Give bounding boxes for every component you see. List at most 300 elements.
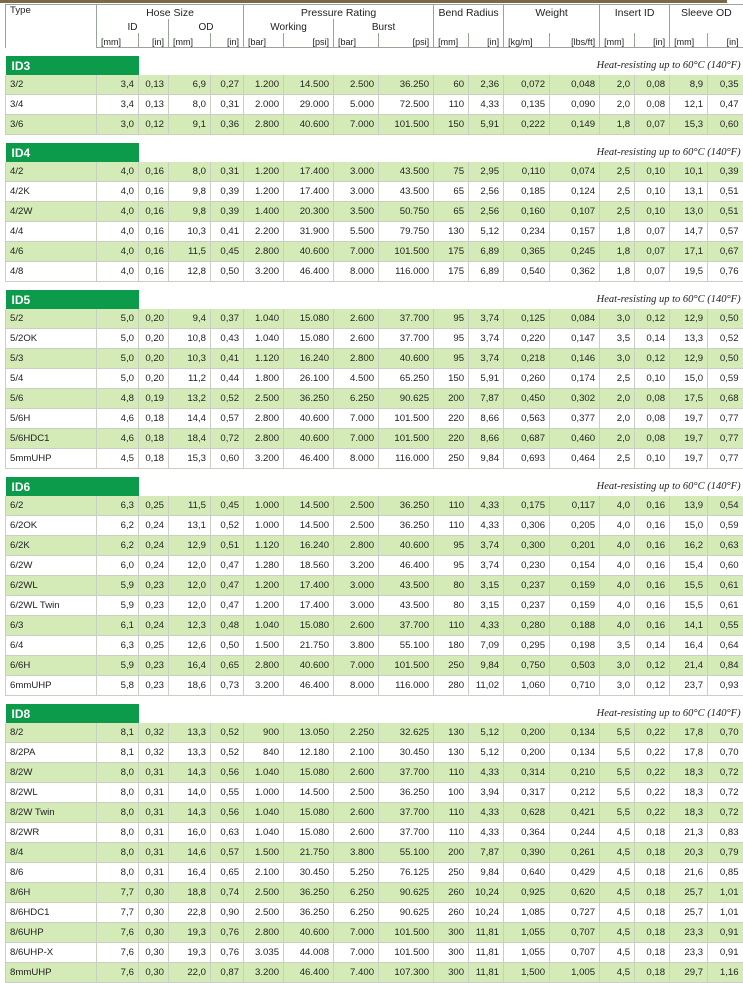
table-cell: 0,20 [139,349,169,369]
table-cell: 0,50 [211,636,244,656]
table-cell: 0,124 [550,182,600,202]
table-cell: 1,01 [708,903,743,923]
table-cell: 95 [434,556,469,576]
group-spacer [6,48,743,57]
table-cell: 16.240 [284,536,334,556]
table-row [6,429,743,449]
table-cell: 0,450 [504,389,550,409]
table-row [6,75,743,95]
table-cell: 0,52 [211,723,244,743]
table-cell: 3.000 [334,576,379,596]
table-cell: 6,3 [97,636,139,656]
table-cell: 4,0 [600,616,635,636]
table-cell: 1.200 [244,182,284,202]
table-cell: 9,4 [169,309,211,329]
table-cell: 4,5 [97,449,139,469]
table-cell: 0,77 [708,449,743,469]
table-cell: 0,218 [504,349,550,369]
table-cell: 12,8 [169,262,211,282]
cell-type: 8/6UHP-X [6,943,97,963]
table-cell: 2.100 [334,743,379,763]
table-cell: 55.100 [379,636,434,656]
group-heat-note: Heat-resisting up to 60°C (140°F) [596,481,741,492]
table-cell: 0,048 [550,75,600,95]
table-row [6,763,743,783]
group-spacer [6,135,743,144]
table-cell: 0,30 [139,963,169,983]
table-cell: 15,0 [670,516,708,536]
table-cell: 0,07 [635,115,670,135]
table-cell: 0,50 [708,309,743,329]
table-cell: 0,317 [504,783,550,803]
group-label: ID3 [6,56,139,75]
table-cell: 0,12 [635,676,670,696]
table-cell: 12,9 [670,309,708,329]
table-cell: 18,6 [169,676,211,696]
table-cell: 12,0 [169,596,211,616]
table-cell: 10,1 [670,162,708,182]
table-cell: 5.250 [334,863,379,883]
table-cell: 0,23 [139,596,169,616]
col-header-weight: Weight [504,5,600,20]
table-cell: 4,0 [600,576,635,596]
table-cell: 0,135 [504,95,550,115]
table-cell: 200 [434,843,469,863]
group-header-row [6,290,743,309]
table-cell: 5,5 [600,763,635,783]
table-cell: 0,12 [635,309,670,329]
cell-type: 8/6UHP [6,923,97,943]
table-cell: 0,10 [635,369,670,389]
table-cell: 4,0 [97,162,139,182]
table-cell: 0,32 [139,723,169,743]
table-cell: 0,30 [139,883,169,903]
table-cell: 6.250 [334,883,379,903]
table-cell: 0,464 [550,449,600,469]
table-row [6,556,743,576]
table-cell: 65 [434,182,469,202]
table-cell: 0,146 [550,349,600,369]
table-cell: 15.080 [284,329,334,349]
table-cell: 4,0 [600,556,635,576]
table-cell: 14,6 [169,843,211,863]
table-cell: 0,52 [211,516,244,536]
table-cell: 37.700 [379,763,434,783]
table-cell: 1,16 [708,963,743,983]
cell-type: 6/4 [6,636,97,656]
table-cell: 7,87 [469,389,504,409]
table-row [6,516,743,536]
table-cell: 2.500 [334,496,379,516]
table-cell: 0,72 [708,783,743,803]
table-cell: 21,6 [670,863,708,883]
table-cell: 0,222 [504,115,550,135]
table-cell: 2.800 [244,923,284,943]
table-cell: 6.250 [334,389,379,409]
table-cell: 4,5 [600,903,635,923]
table-cell: 110 [434,616,469,636]
table-cell: 1.200 [244,576,284,596]
cell-type: 6/2WL [6,576,97,596]
group-header-row [6,477,743,496]
table-cell: 300 [434,923,469,943]
table-cell: 36.250 [284,389,334,409]
table-cell: 0,377 [550,409,600,429]
table-cell: 0,47 [211,596,244,616]
unit-od-mm: [mm] [169,33,211,48]
table-cell: 0,200 [504,743,550,763]
table-cell: 11,81 [469,943,504,963]
table-cell: 0,07 [635,242,670,262]
table-row [6,636,743,656]
table-cell: 0,76 [211,923,244,943]
table-cell: 13,2 [169,389,211,409]
table-cell: 0,55 [211,783,244,803]
table-cell: 90.625 [379,883,434,903]
table-cell: 4.500 [334,369,379,389]
table-cell: 15,4 [670,556,708,576]
table-cell: 14,3 [169,803,211,823]
table-cell: 16,4 [169,863,211,883]
table-cell: 8,0 [97,843,139,863]
table-cell: 0,55 [708,616,743,636]
table-cell: 0,31 [211,95,244,115]
sub-header-od: OD [169,19,244,33]
table-cell: 1.400 [244,202,284,222]
table-cell: 15.080 [284,763,334,783]
table-cell: 3,0 [97,115,139,135]
table-cell: 14.500 [284,516,334,536]
table-cell: 6,0 [97,556,139,576]
table-cell: 11,5 [169,496,211,516]
table-cell: 0,16 [635,556,670,576]
table-cell: 2.600 [334,329,379,349]
table-cell: 29.000 [284,95,334,115]
table-cell: 3,74 [469,349,504,369]
cell-type: 5/6H [6,409,97,429]
table-cell: 3.000 [334,182,379,202]
table-cell: 40.600 [284,656,334,676]
table-cell: 0,76 [211,943,244,963]
table-cell: 1,01 [708,883,743,903]
table-cell: 10,8 [169,329,211,349]
table-cell: 0,07 [635,262,670,282]
table-cell: 0,51 [708,182,743,202]
header-row-titles [6,5,743,20]
table-cell: 0,117 [550,496,600,516]
table-cell: 0,16 [635,576,670,596]
table-cell: 4,33 [469,516,504,536]
table-cell: 0,237 [504,596,550,616]
table-cell: 21,3 [670,823,708,843]
table-cell: 6,1 [97,616,139,636]
table-cell: 0,16 [139,222,169,242]
table-cell: 0,18 [635,943,670,963]
table-cell: 3,5 [600,636,635,656]
table-cell: 10,3 [169,349,211,369]
table-cell: 14,0 [169,783,211,803]
table-cell: 0,31 [211,162,244,182]
table-cell: 2.800 [334,349,379,369]
table-cell: 0,693 [504,449,550,469]
unit-bend-mm: [mm] [434,33,469,48]
table-cell: 6.250 [334,903,379,923]
table-cell: 4,6 [97,409,139,429]
cell-type: 4/4 [6,222,97,242]
table-cell: 19,7 [670,449,708,469]
cell-type: 6/2OK [6,516,97,536]
table-cell: 17.400 [284,596,334,616]
cell-type: 4/2W [6,202,97,222]
table-cell: 95 [434,309,469,329]
table-cell: 18,3 [670,803,708,823]
table-cell: 0,08 [635,95,670,115]
table-cell: 0,563 [504,409,550,429]
table-cell: 0,59 [708,516,743,536]
table-cell: 2.500 [244,389,284,409]
table-cell: 0,16 [635,616,670,636]
table-cell: 12,6 [169,636,211,656]
table-cell: 0,25 [139,636,169,656]
table-cell: 37.700 [379,309,434,329]
sub-header-burst: Burst [334,19,434,33]
table-cell: 40.600 [379,536,434,556]
table-row [6,783,743,803]
table-cell: 0,18 [635,843,670,863]
table-cell: 0,365 [504,242,550,262]
table-cell: 15,3 [169,449,211,469]
table-cell: 0,364 [504,823,550,843]
table-cell: 20.300 [284,202,334,222]
table-cell: 3,94 [469,783,504,803]
table-row [6,309,743,329]
table-cell: 8.000 [334,449,379,469]
table-cell: 116.000 [379,449,434,469]
table-cell: 0,65 [211,863,244,883]
table-cell: 95 [434,536,469,556]
table-cell: 0,18 [139,409,169,429]
table-cell: 19,7 [670,409,708,429]
table-cell: 200 [434,389,469,409]
table-cell: 3.200 [244,676,284,696]
group-heat-note: Heat-resisting up to 60°C (140°F) [596,147,741,158]
table-cell: 220 [434,429,469,449]
table-row [6,349,743,369]
table-cell: 0,08 [635,429,670,449]
table-cell: 0,37 [211,309,244,329]
table-cell: 3,74 [469,309,504,329]
table-cell: 0,362 [550,262,600,282]
group-heat-note: Heat-resisting up to 60°C (140°F) [596,708,741,719]
table-cell: 0,210 [550,763,600,783]
group-header-row [6,143,743,162]
table-cell: 0,41 [211,349,244,369]
table-cell: 2.500 [334,516,379,536]
table-cell: 7.000 [334,115,379,135]
table-cell: 17.400 [284,182,334,202]
table-cell: 8,0 [97,863,139,883]
table-cell: 7,7 [97,903,139,923]
table-cell: 0,51 [211,536,244,556]
table-cell: 3,4 [97,75,139,95]
table-cell: 0,70 [708,723,743,743]
table-cell: 0,16 [139,242,169,262]
table-cell: 1,085 [504,903,550,923]
table-cell: 79.750 [379,222,434,242]
table-row [6,723,743,743]
table-cell: 13,3 [670,329,708,349]
table-cell: 0,640 [504,863,550,883]
table-cell: 3,0 [600,309,635,329]
table-cell: 8,9 [670,75,708,95]
table-cell: 15.080 [284,803,334,823]
table-cell: 12,9 [169,536,211,556]
cell-type: 8mmUHP [6,963,97,983]
table-row [6,596,743,616]
table-cell: 4,0 [600,516,635,536]
table-cell: 5,5 [600,743,635,763]
table-cell: 4,5 [600,943,635,963]
table-cell: 7.400 [334,963,379,983]
table-cell: 2,5 [600,369,635,389]
table-cell: 2,56 [469,202,504,222]
cell-type: 6/2W [6,556,97,576]
table-cell: 4,0 [600,496,635,516]
table-cell: 46.400 [379,556,434,576]
table-cell: 0,13 [139,75,169,95]
table-cell: 13.050 [284,723,334,743]
table-cell: 130 [434,723,469,743]
table-cell: 60 [434,75,469,95]
table-cell: 0,280 [504,616,550,636]
table-cell: 36.250 [284,903,334,923]
cell-type: 5/2OK [6,329,97,349]
table-cell: 0,157 [550,222,600,242]
table-cell: 17,8 [670,743,708,763]
table-cell: 17.400 [284,576,334,596]
cell-type: 8/2WL [6,783,97,803]
table-row [6,369,743,389]
table-cell: 0,63 [708,536,743,556]
table-cell: 8,1 [97,723,139,743]
table-row [6,536,743,556]
table-cell: 11,81 [469,963,504,983]
table-cell: 0,50 [708,349,743,369]
table-cell: 1,005 [550,963,600,983]
cell-type: 8/2 [6,723,97,743]
table-cell: 1,8 [600,242,635,262]
table-cell: 0,300 [504,536,550,556]
table-cell: 14.500 [284,75,334,95]
table-cell: 2.600 [334,616,379,636]
table-cell: 1.040 [244,309,284,329]
table-row [6,262,743,282]
table-cell: 1.280 [244,556,284,576]
table-row [6,743,743,763]
table-cell: 8,0 [169,162,211,182]
table-cell: 0,18 [635,863,670,883]
table-cell: 4,5 [600,823,635,843]
table-cell: 0,25 [139,496,169,516]
table-cell: 40.600 [284,429,334,449]
table-cell: 36.250 [284,883,334,903]
table-cell: 0,77 [708,409,743,429]
table-cell: 5,8 [97,676,139,696]
table-cell: 0,14 [635,329,670,349]
table-cell: 0,10 [635,162,670,182]
table-cell: 110 [434,823,469,843]
cell-type: 5/6HDC1 [6,429,97,449]
table-row [6,616,743,636]
table-cell: 0,750 [504,656,550,676]
table-cell: 5,91 [469,115,504,135]
table-cell: 2,0 [600,389,635,409]
table-cell: 116.000 [379,262,434,282]
table-cell: 107.300 [379,963,434,983]
table-cell: 0,76 [708,262,743,282]
table-cell: 2.800 [334,536,379,556]
table-cell: 2.600 [334,309,379,329]
table-cell: 0,47 [211,556,244,576]
table-cell: 0,73 [211,676,244,696]
table-cell: 0,302 [550,389,600,409]
table-cell: 2.200 [244,222,284,242]
table-row [6,222,743,242]
table-cell: 46.400 [284,449,334,469]
table-cell: 18.560 [284,556,334,576]
table-cell: 0,93 [708,676,743,696]
table-cell: 150 [434,369,469,389]
table-cell: 0,200 [504,723,550,743]
cell-type: 5/4 [6,369,97,389]
table-cell: 15.080 [284,616,334,636]
table-cell: 0,51 [708,202,743,222]
col-header-type: Type [6,5,97,48]
table-cell: 0,185 [504,182,550,202]
table-cell: 0,107 [550,202,600,222]
cell-type: 3/2 [6,75,97,95]
table-cell: 0,12 [635,656,670,676]
table-cell: 15,5 [670,576,708,596]
table-cell: 3,0 [600,656,635,676]
table-cell: 0,87 [211,963,244,983]
table-cell: 2.500 [334,75,379,95]
table-cell: 37.700 [379,616,434,636]
table-cell: 15.080 [284,823,334,843]
table-row [6,162,743,182]
table-cell: 12,0 [169,556,211,576]
table-cell: 3,5 [600,329,635,349]
table-cell: 220 [434,409,469,429]
table-cell: 2,0 [600,95,635,115]
table-cell: 0,90 [211,903,244,923]
unit-weight-lbsft: [lbs/ft] [550,33,600,48]
table-cell: 3.000 [334,162,379,182]
table-cell: 0,23 [139,576,169,596]
table-cell: 0,090 [550,95,600,115]
table-cell: 175 [434,262,469,282]
table-cell: 0,63 [211,823,244,843]
table-cell: 5,12 [469,222,504,242]
table-cell: 23,7 [670,676,708,696]
table-cell: 6,9 [169,75,211,95]
table-row [6,329,743,349]
unit-sleeve-mm: [mm] [670,33,708,48]
table-cell: 7.000 [334,656,379,676]
header-row-units [6,33,743,48]
table-cell: 2.800 [244,409,284,429]
table-cell: 0,159 [550,596,600,616]
